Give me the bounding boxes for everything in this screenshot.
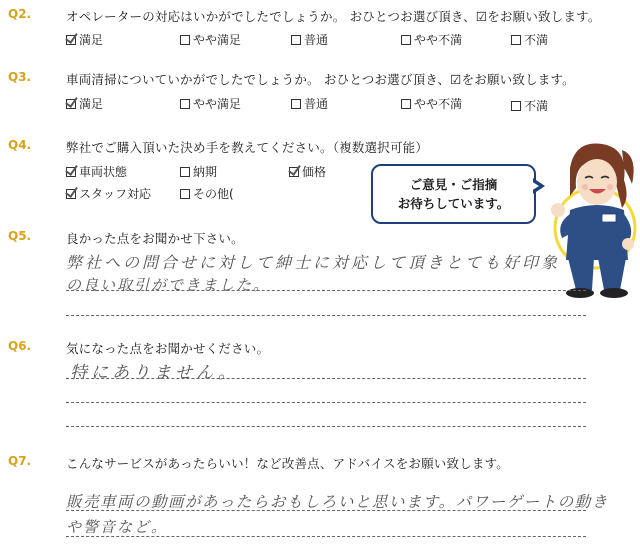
q6-answer-line-rule-3	[66, 426, 586, 427]
q2-option-2-label: やや満足	[193, 33, 242, 47]
q5-answer-line-rule-1	[66, 290, 586, 291]
q7-number: Q7.	[8, 454, 32, 468]
bubble-line-1: ご意見・ご指摘	[409, 177, 498, 192]
checkbox-icon[interactable]	[66, 99, 76, 109]
q4-number: Q4.	[8, 138, 32, 152]
q4-option-5-label: その他(	[193, 187, 234, 201]
q6-answer-line-1: 特にありません。	[70, 363, 240, 383]
q3-option-4[interactable]	[401, 95, 462, 112]
q4-option-2-label: 納期	[193, 165, 218, 179]
bubble-line-2: お待ちしています。	[397, 196, 510, 211]
q2-option-3[interactable]	[291, 31, 328, 48]
q5-question: 良かった点をお聞かせ下さい。	[66, 231, 244, 246]
q7-answer-line-2: や警音など。	[66, 518, 169, 536]
q4-option-3-label: 価格	[302, 165, 327, 179]
q7-answer-line-1: 販売車両の動画があったらおもしろいと思います。パワーゲートの動き	[66, 493, 609, 511]
q2-question: オペレーターの対応はいかがでしたでしょうか。 おひとつお選び頂き、☑をお願い致します。	[66, 9, 601, 24]
q6-answer-line-rule-2	[66, 402, 586, 403]
checkbox-icon[interactable]	[401, 35, 411, 45]
q6-number: Q6.	[8, 339, 32, 353]
checkbox-icon[interactable]	[180, 189, 190, 199]
q4-option-2[interactable]	[180, 163, 217, 180]
checkbox-icon[interactable]	[180, 167, 190, 177]
q4-option-1-label: 車両状態	[79, 165, 128, 179]
checkbox-icon[interactable]	[180, 35, 190, 45]
checkbox-icon[interactable]	[66, 167, 76, 177]
speech-bubble	[371, 164, 536, 224]
checkbox-icon[interactable]	[291, 99, 301, 109]
q3-option-1[interactable]	[66, 95, 103, 112]
q2-option-4-label: やや不満	[414, 33, 463, 47]
checkbox-icon[interactable]	[180, 99, 190, 109]
bubble-tail-inner	[531, 181, 539, 191]
q2-option-1-label: 満足	[79, 33, 104, 47]
q6-answer-line-rule-1	[66, 378, 586, 379]
q2-option-1[interactable]	[66, 31, 103, 48]
q4-option-5[interactable]	[180, 185, 234, 202]
q6-question: 気になった点をお聞かせください。	[66, 341, 270, 356]
q4-option-4[interactable]	[66, 185, 151, 202]
q5-answer-line-1: 弊社への問合せに対して紳士に対応して頂きとても好印象	[66, 253, 561, 272]
q3-option-3[interactable]	[291, 95, 328, 112]
checkbox-icon[interactable]	[511, 35, 521, 45]
q7-answer-line-rule-2	[66, 536, 586, 537]
q4-option-4-label: スタッフ対応	[79, 187, 152, 201]
q3-option-5-label: 不満	[524, 99, 549, 113]
q4-option-1[interactable]	[66, 163, 127, 180]
checkbox-icon[interactable]	[291, 35, 301, 45]
q2-option-3-label: 普通	[304, 33, 329, 47]
q2-number: Q2.	[8, 7, 32, 21]
q3-option-2[interactable]	[180, 95, 241, 112]
q5-answer-line-rule-2	[66, 315, 586, 316]
checkbox-icon[interactable]	[66, 35, 76, 45]
q5-answer-line-2: の良い取引ができました。	[66, 276, 271, 294]
mascot-illustration	[540, 138, 640, 300]
q4-option-3[interactable]	[289, 163, 326, 180]
checkbox-icon[interactable]	[401, 99, 411, 109]
q5-number: Q5.	[8, 229, 32, 243]
q3-option-3-label: 普通	[304, 97, 329, 111]
q3-question: 車両清掃についていかがでしたでしょうか。 おひとつお選び頂き、☑をお願い致します。	[66, 72, 575, 87]
checkbox-icon[interactable]	[66, 189, 76, 199]
q2-option-5[interactable]	[511, 31, 548, 48]
q2-option-2[interactable]	[180, 31, 241, 48]
q3-option-2-label: やや満足	[193, 97, 242, 111]
q2-option-5-label: 不満	[524, 33, 549, 47]
q3-option-5[interactable]	[511, 97, 548, 114]
q7-question: こんなサービスがあったらいい！など改善点、アドバイスをお願い致します。	[66, 456, 510, 471]
q4-question: 弊社でご購入頂いた決め手を教えてください。（複数選択可能）	[66, 140, 429, 155]
q7-answer-line-rule-1	[66, 510, 586, 511]
q3-option-4-label: やや不満	[414, 97, 463, 111]
q2-option-4[interactable]	[401, 31, 462, 48]
checkbox-icon[interactable]	[511, 101, 521, 111]
q3-option-1-label: 満足	[79, 97, 104, 111]
q3-number: Q3.	[8, 70, 32, 84]
checkbox-icon[interactable]	[289, 167, 299, 177]
